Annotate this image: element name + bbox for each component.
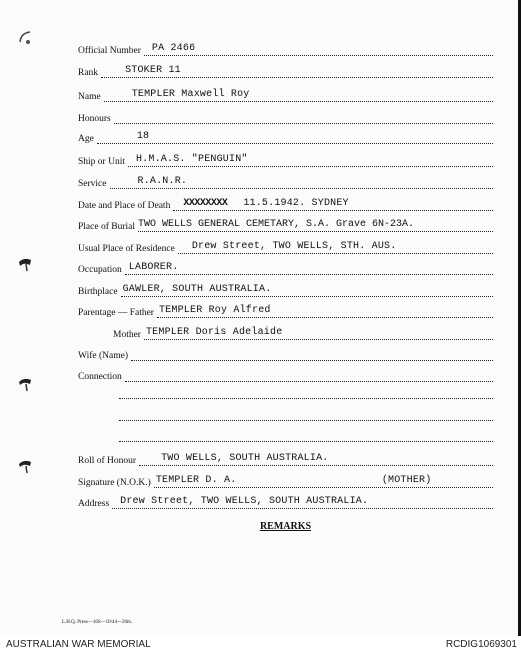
service-row — [78, 173, 493, 189]
punch-hole-icon — [18, 30, 32, 46]
address-value: Drew Street, TWO WELLS, SOUTH AUSTRALIA. — [120, 496, 369, 507]
birthplace-label: Birthplace — [78, 286, 118, 297]
wife-row — [78, 345, 493, 361]
honours-label: Honours — [78, 113, 111, 124]
ship-value: H.M.A.S. "PENGUIN" — [135, 154, 248, 165]
burial-row — [78, 216, 493, 232]
mother-row — [113, 324, 493, 340]
mother-label: Mother — [113, 329, 141, 340]
roll-row — [78, 450, 493, 466]
signature-relation: (MOTHER) — [381, 475, 432, 486]
rank-label: Rank — [78, 67, 99, 78]
mother-value: TEMPLER Doris Adelaide — [145, 327, 283, 338]
wife-label: Wife (Name) — [78, 350, 128, 361]
punch-hole-icon — [18, 376, 32, 392]
residence-value: Drew Street, TWO WELLS, STH. AUS. — [191, 241, 397, 252]
roll-value: TWO WELLS, SOUTH AUSTRALIA. — [161, 453, 329, 464]
residence-label: Usual Place of Residence — [78, 243, 175, 254]
connection-line — [119, 398, 493, 399]
remarks-heading: REMARKS — [259, 521, 312, 532]
birthplace-value: GAWLER, SOUTH AUSTRALIA. — [122, 284, 272, 295]
honours-row — [78, 108, 493, 124]
burial-label: Place of Burial — [78, 221, 135, 232]
footer-bar — [0, 636, 521, 654]
rank-value: STOKER 11 — [125, 65, 181, 76]
age-row — [78, 128, 493, 144]
rank-row — [78, 62, 493, 78]
death-value: 11.5.1942. SYDNEY — [243, 198, 349, 209]
occupation-row — [78, 259, 493, 275]
struck-text: XXXXXXXX — [183, 198, 228, 209]
burial-value: TWO WELLS GENERAL CEMETARY, S.A. Grave 6N-23A. — [137, 219, 415, 230]
age-label: Age — [78, 133, 94, 144]
name-label: Name — [78, 91, 101, 102]
connection-line — [119, 420, 493, 421]
remarks-section — [0, 516, 521, 534]
ship-label: Ship or Unit — [78, 156, 125, 167]
signature-value: TEMPLER D. A. — [155, 475, 237, 486]
connection-line — [119, 441, 493, 442]
connection-row — [78, 366, 493, 382]
ship-row — [78, 151, 493, 167]
father-value: TEMPLER Roy Alfred — [158, 305, 271, 316]
service-value: R.A.N.R. — [137, 176, 188, 187]
official-number-value: PA 2466 — [151, 43, 196, 54]
name-value: TEMPLER Maxwell Roy — [131, 89, 250, 100]
occupation-label: Occupation — [78, 264, 122, 275]
birthplace-row — [78, 281, 493, 297]
signature-row — [78, 472, 493, 488]
residence-row — [78, 238, 493, 254]
death-label: Date and Place of Death — [78, 200, 171, 211]
print-code: L.H.Q. Press—16S—10/44—20m. — [62, 620, 133, 625]
official-number-row — [78, 40, 493, 56]
father-label: Parentage — Father — [78, 307, 154, 318]
address-label: Address — [78, 498, 110, 509]
service-label: Service — [78, 178, 107, 189]
address-row — [78, 493, 493, 509]
signature-label: Signature (N.O.K.) — [78, 477, 151, 488]
father-row — [78, 302, 493, 318]
footer-right: RCDIG1069301 — [445, 639, 517, 650]
death-row — [78, 195, 493, 211]
official-number-label: Official Number — [78, 45, 141, 56]
age-value: 18 — [136, 131, 150, 142]
footer-left: AUSTRALIAN WAR MEMORIAL — [6, 639, 151, 650]
occupation-value: LABORER. — [128, 262, 179, 273]
name-row — [78, 86, 493, 102]
punch-hole-icon — [18, 256, 32, 272]
roll-label: Roll of Honour — [78, 455, 137, 466]
punch-hole-icon — [18, 458, 32, 474]
connection-label: Connection — [78, 371, 122, 382]
